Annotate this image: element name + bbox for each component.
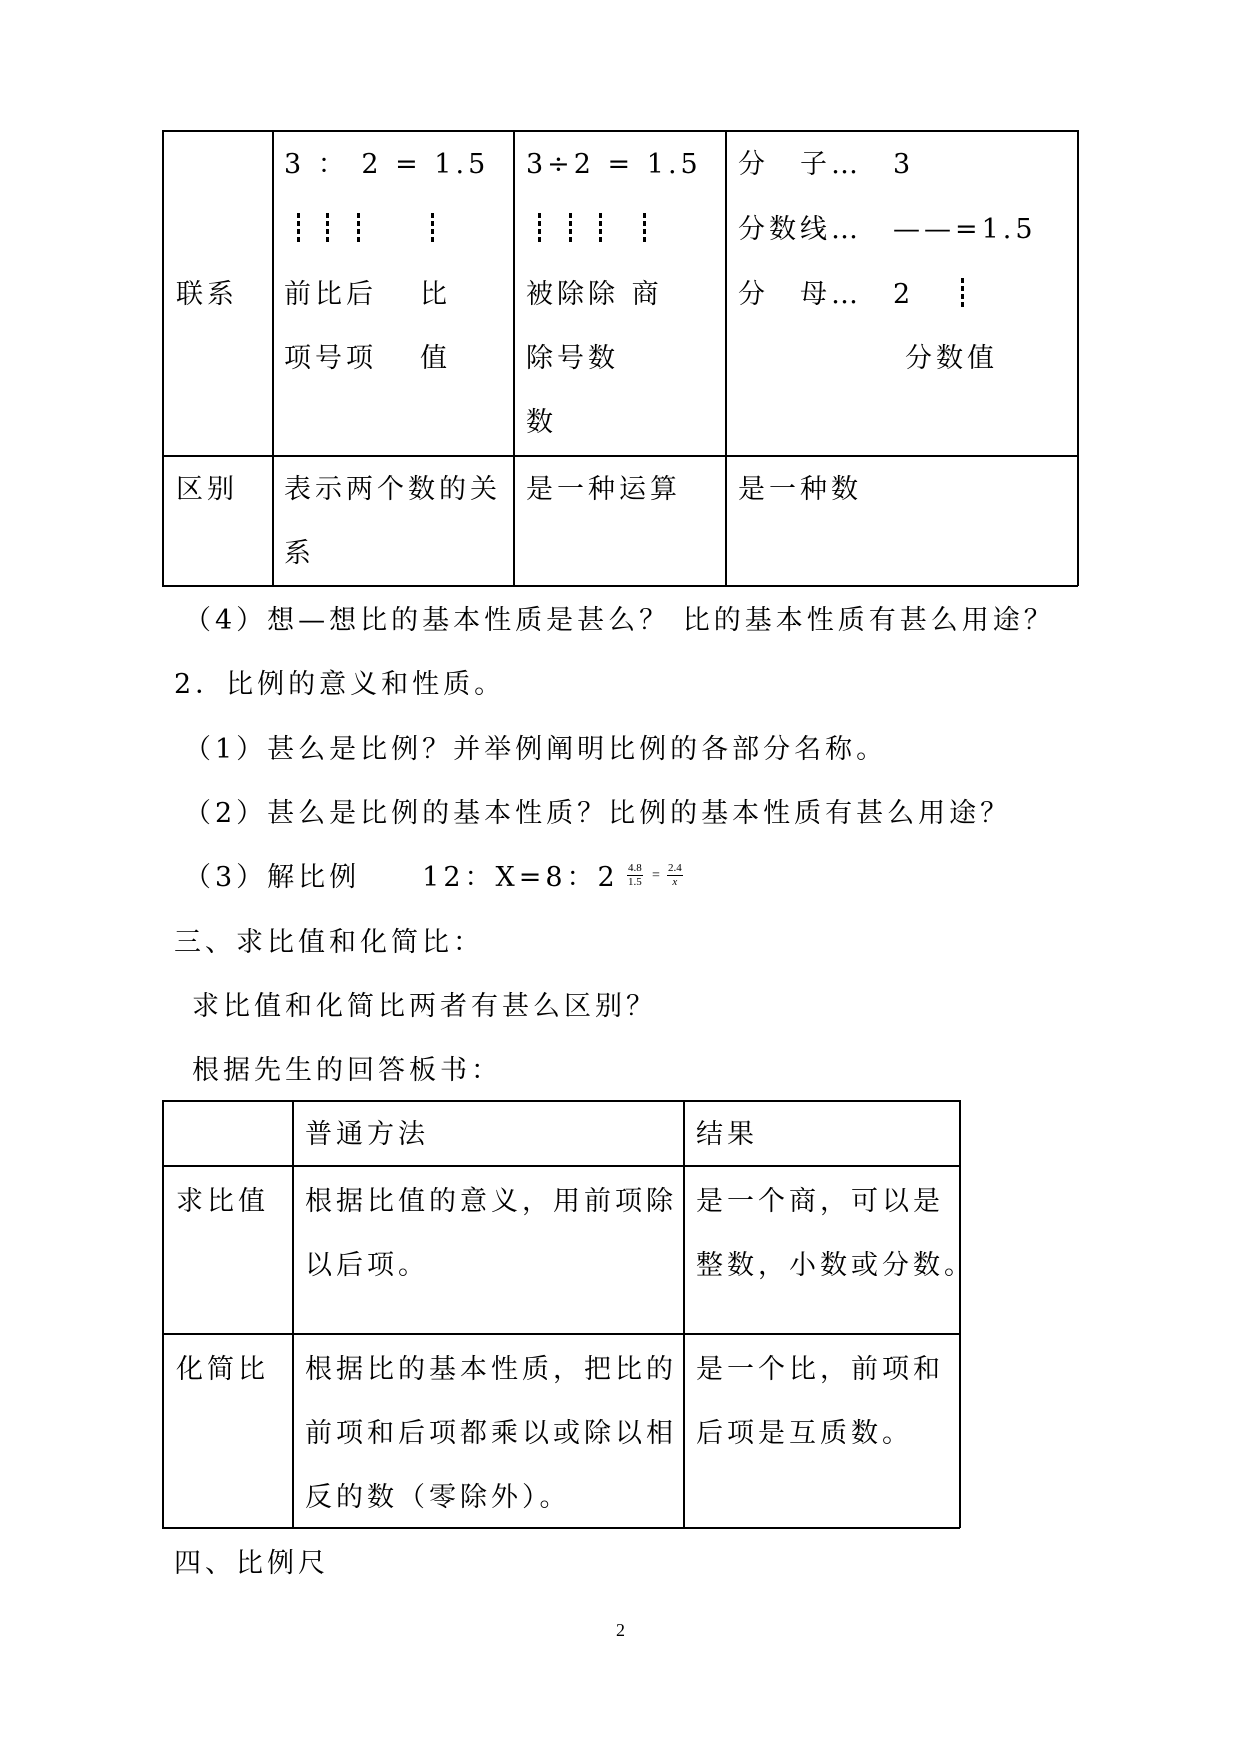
connector-mark: [357, 213, 360, 243]
question-2-3: （3）解比例 12：X=8：2: [184, 862, 619, 893]
fraction-denominator: x: [672, 876, 678, 888]
table-border: [959, 1100, 961, 1528]
fraction-numerator: 4.8: [628, 862, 642, 874]
connector-mark: [599, 213, 602, 243]
table-border: [162, 130, 164, 586]
row-label-lianxi: 联系: [176, 279, 238, 310]
table-border: [162, 1527, 960, 1529]
section-4-heading: 四、比例尺: [174, 1548, 329, 1579]
ratio-difference-1: 表示两个数的关: [284, 474, 501, 505]
column-header-method: 普通方法: [305, 1119, 429, 1150]
result-text-1: 是一个比，前项和: [696, 1354, 944, 1385]
page-number: 2: [616, 1620, 625, 1640]
table-border: [162, 130, 1078, 132]
division-terms-2: 除号数: [526, 343, 619, 374]
column-header-result: 结果: [696, 1119, 758, 1150]
question-2-2: （2）甚么是比例的基本性质？比例的基本性质有甚么用途？: [184, 798, 1012, 829]
table-border: [292, 1100, 294, 1528]
division-terms-1: 被除除 商: [526, 279, 663, 310]
ratio-term-value: 比: [420, 279, 451, 310]
connector-mark: [431, 213, 434, 243]
equals-sign: =: [652, 868, 660, 883]
section-2-heading: 2．比例的意义和性质。: [174, 669, 506, 700]
fraction-difference: 是一种数: [738, 474, 862, 505]
section-3-heading: 三、求比值和化简比：: [174, 927, 484, 958]
table-border: [1077, 130, 1079, 586]
fraction-numerator: 2.4: [668, 862, 682, 874]
method-text-2: 以后项。: [305, 1250, 429, 1281]
ratio-expression: 3 ： 2 = 1.5: [284, 149, 490, 180]
table-border: [162, 585, 1078, 587]
connector-mark: [326, 213, 329, 243]
fraction-denominator: 分 母… 2: [738, 279, 915, 310]
method-text-1: 根据比值的意义，用前项除: [305, 1186, 677, 1217]
fraction-right: [667, 863, 683, 888]
ratio-difference-2: 系: [284, 538, 315, 569]
table-border: [725, 130, 727, 586]
section-3-note: 根据先生的回答板书：: [192, 1055, 502, 1086]
method-text-1: 根据比的基本性质，把比的: [305, 1354, 677, 1385]
fraction-denominator: 1.5: [628, 876, 642, 888]
division-expression: 3÷2 = 1.5: [526, 149, 702, 180]
fraction-line: 分数线… ——=1.5: [738, 214, 1037, 245]
table-border: [162, 455, 1078, 457]
connector-mark: [569, 213, 572, 243]
result-text-2: 整数，小数或分数。: [696, 1250, 975, 1281]
method-text-2: 前项和后项都乘以或除以相: [305, 1418, 677, 1449]
ratio-term-front: 前比后: [284, 279, 377, 310]
table-border: [162, 1100, 960, 1102]
row-label-qiubizhi: 求比值: [176, 1186, 269, 1217]
table-border: [513, 130, 515, 586]
connector-mark: [538, 213, 541, 243]
table-border: [272, 130, 274, 586]
result-text-1: 是一个商，可以是: [696, 1186, 944, 1217]
section-3-question: 求比值和化简比两者有甚么区别？: [192, 991, 657, 1022]
question-4: （4）想—想比的基本性质是甚么？ 比的基本性质有甚么用途？: [184, 605, 1055, 636]
question-2-1: （1）甚么是比例？并举例阐明比例的各部分名称。: [184, 734, 888, 765]
fraction-left: [627, 863, 643, 888]
fraction-numerator: 分 子… 3: [738, 149, 915, 180]
method-text-3: 反的数（零除外）。: [305, 1482, 571, 1513]
connector-mark: [961, 278, 964, 308]
fraction-value: 分数值: [905, 343, 998, 374]
result-text-2: 后项是互质数。: [696, 1418, 913, 1449]
division-difference: 是一种运算: [526, 474, 681, 505]
ratio-term-front-2: 项号项: [284, 343, 377, 374]
row-label-huajianbi: 化简比: [176, 1354, 269, 1385]
ratio-term-value-2: 值: [420, 343, 451, 374]
division-terms-3: 数: [526, 407, 557, 438]
row-label-qubie: 区别: [176, 474, 238, 505]
table-border: [162, 1100, 164, 1528]
table-border: [683, 1100, 685, 1528]
connector-mark: [643, 213, 646, 243]
table-border: [162, 1333, 960, 1335]
table-border: [162, 1165, 960, 1167]
connector-mark: [297, 213, 300, 243]
